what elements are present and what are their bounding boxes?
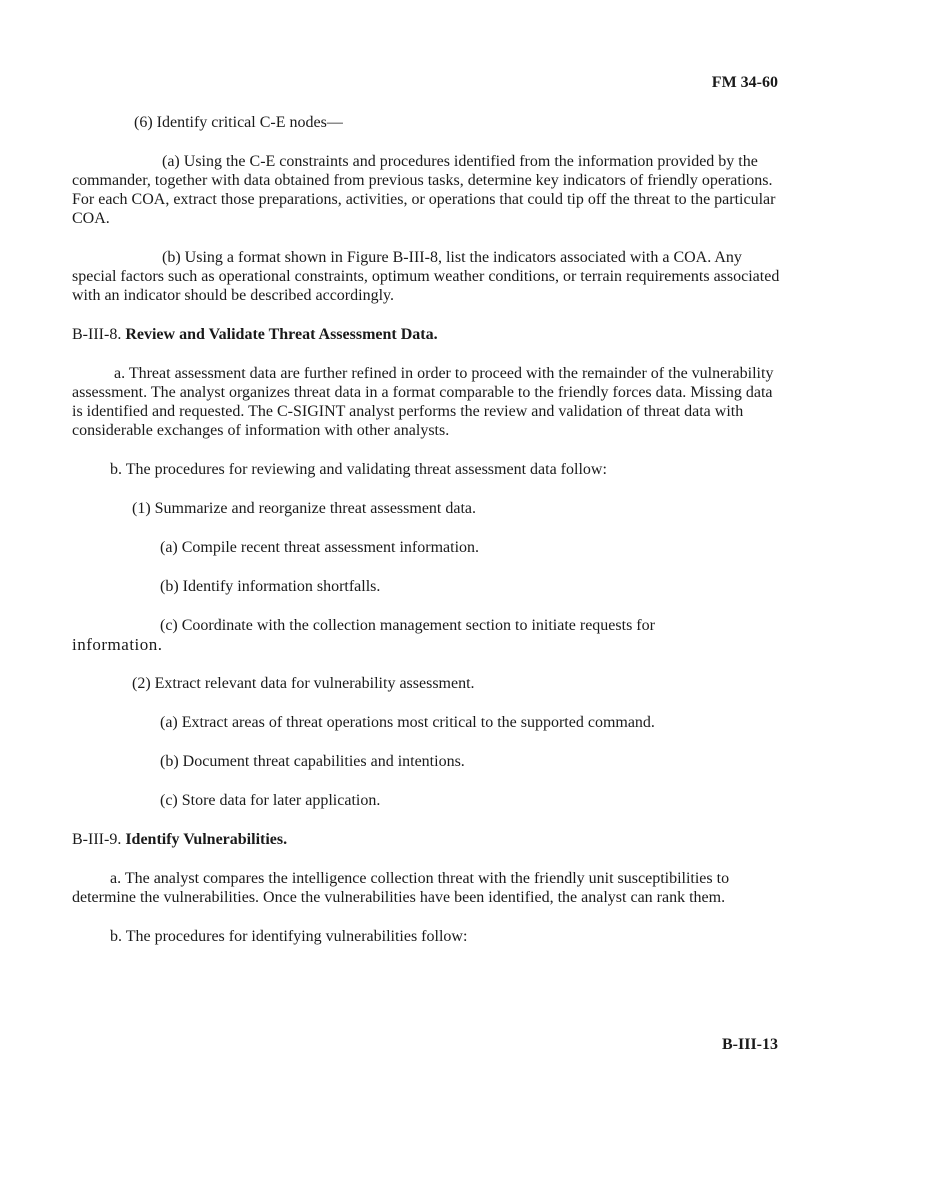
section-title: Identify Vulnerabilities. [125,831,288,848]
paragraph-6a: (a) Using the C-E constraints and procedures identified from the information provided by the commander, together with data obtained from previous tasks, determine key indicators of friendly operations. For each COA, extract those preparations, activities, or operations that could tip off the threat to the particular COA. [72,153,776,227]
section-number: B-III-9. [72,831,122,848]
paragraph-8a: a. Threat assessment data are further refined in order to proceed with the remainder of the vulnerability assessment. The analyst organizes threat data in a format comparable to the friendly forces data. Missing data is identified and requested. The C-SIGINT analyst performs the review and validation of threat data with considerable exchanges of information with other analysts. [72,365,774,439]
paragraph-8b2: (2) Extract relevant data for vulnerability assessment. [132,675,475,692]
paragraph-8b2c: (c) Store data for later application. [160,792,381,809]
paragraph-6b: (b) Using a format shown in Figure B-III-8, list the indicators associated with a COA. Any special factors such as operational constraints, optimum weather conditions, or terrain requirements associated with an indicator should be described accordingly. [72,249,780,304]
paragraph-9a: a. The analyst compares the intelligence collection threat with the friendly unit susceptibilities to determine the vulnerabilities. Once the vulnerabilities have been identified, the analyst can rank them. [72,870,730,906]
paragraph-6: (6) Identify critical C-E nodes— [134,114,343,131]
paragraph-8b1c-continued: information. [72,635,163,654]
section-heading-b-iii-9 [72,830,784,849]
section-title: Review and Validate Threat Assessment Data. [125,326,438,343]
paragraph-8b1c-block [72,616,784,654]
paragraph-8b2b: (b) Document threat capabilities and intentions. [160,753,465,770]
paragraph-9b: b. The procedures for identifying vulnerabilities follow: [110,928,468,945]
paragraph-8b2a: (a) Extract areas of threat operations most critical to the supported command. [160,714,655,731]
page-content [72,113,784,966]
section-heading-b-iii-8 [72,325,784,344]
page-number-footer: B-III-13 [721,1036,778,1053]
paragraph-8b1c: (c) Coordinate with the collection management section to initiate requests for [160,617,655,634]
document-id-header: FM 34-60 [711,74,778,91]
paragraph-8b1a: (a) Compile recent threat assessment information. [160,539,480,556]
paragraph-8b: b. The procedures for reviewing and validating threat assessment data follow: [110,461,607,478]
paragraph-8b1b: (b) Identify information shortfalls. [160,578,381,595]
section-number: B-III-8. [72,326,122,343]
paragraph-8b1: (1) Summarize and reorganize threat assessment data. [132,500,477,517]
